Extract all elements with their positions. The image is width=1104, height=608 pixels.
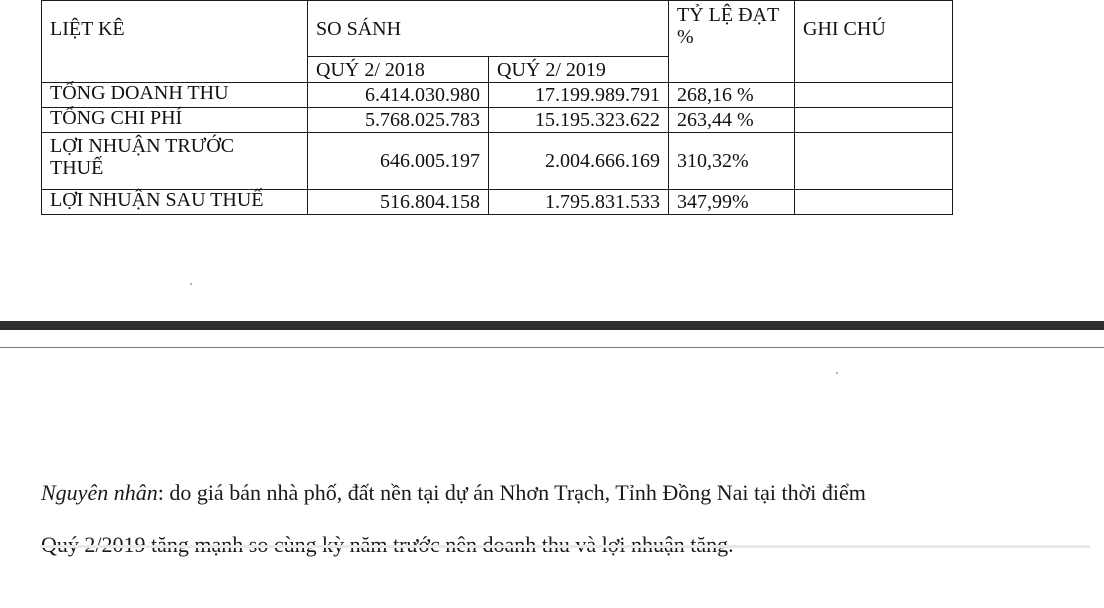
- value-q2-2019: 1.795.831.533: [489, 190, 669, 215]
- page-divider-faint: [40, 545, 1090, 548]
- value-rate: 310,32%: [669, 133, 795, 190]
- row-label-line-2: THUẾ: [50, 157, 104, 179]
- table-row: [42, 83, 953, 108]
- row-label: [42, 133, 308, 190]
- subheader-q2-2019: QUÝ 2/ 2019: [489, 57, 669, 83]
- row-label-line-1: LỢI NHUẬN TRƯỚC: [50, 135, 235, 157]
- financial-comparison-table: [41, 0, 953, 215]
- value-q2-2018: 5.768.025.783: [308, 108, 489, 133]
- subheader-q2-2018: QUÝ 2/ 2018: [308, 57, 489, 83]
- explanation-paragraph: [41, 467, 1091, 571]
- row-label: LỢI NHUẬN SAU THUẾ: [42, 190, 308, 215]
- table-row: [42, 190, 953, 215]
- value-note: [795, 190, 953, 215]
- value-rate: 347,99%: [669, 190, 795, 215]
- value-q2-2018: 6.414.030.980: [308, 83, 489, 108]
- paragraph-line-1-text: : do giá bán nhà phố, đất nền tại dự án Nhơn Trạch, Tỉnh Đồng Nai tại thời điểm: [157, 480, 866, 505]
- scan-speck: [190, 283, 192, 285]
- value-q2-2019: 2.004.666.169: [489, 133, 669, 190]
- header-listing: LIỆT KÊ: [42, 1, 308, 83]
- value-q2-2018: 516.804.158: [308, 190, 489, 215]
- value-rate: 268,16 %: [669, 83, 795, 108]
- table-row: [42, 133, 953, 190]
- value-q2-2018: 646.005.197: [308, 133, 489, 190]
- value-note: [795, 83, 953, 108]
- value-note: [795, 108, 953, 133]
- value-note: [795, 133, 953, 190]
- table-row: [42, 108, 953, 133]
- header-rate: TỶ LỆ ĐẠT %: [669, 1, 795, 83]
- header-note: GHI CHÚ: [795, 1, 953, 83]
- paragraph-lead: Nguyên nhân: [41, 480, 158, 505]
- page-divider: [0, 321, 1104, 330]
- scan-speck: [836, 372, 838, 374]
- value-q2-2019: 15.195.323.622: [489, 108, 669, 133]
- paragraph-line-1: [41, 467, 1091, 519]
- table-header-row: [42, 1, 953, 57]
- value-rate: 263,44 %: [669, 108, 795, 133]
- page-divider-thin: [0, 347, 1104, 348]
- row-label: TỔNG CHI PHÍ: [42, 108, 308, 133]
- header-compare: SO SÁNH: [308, 1, 669, 57]
- row-label: TỔNG DOANH THU: [42, 83, 308, 108]
- value-q2-2019: 17.199.989.791: [489, 83, 669, 108]
